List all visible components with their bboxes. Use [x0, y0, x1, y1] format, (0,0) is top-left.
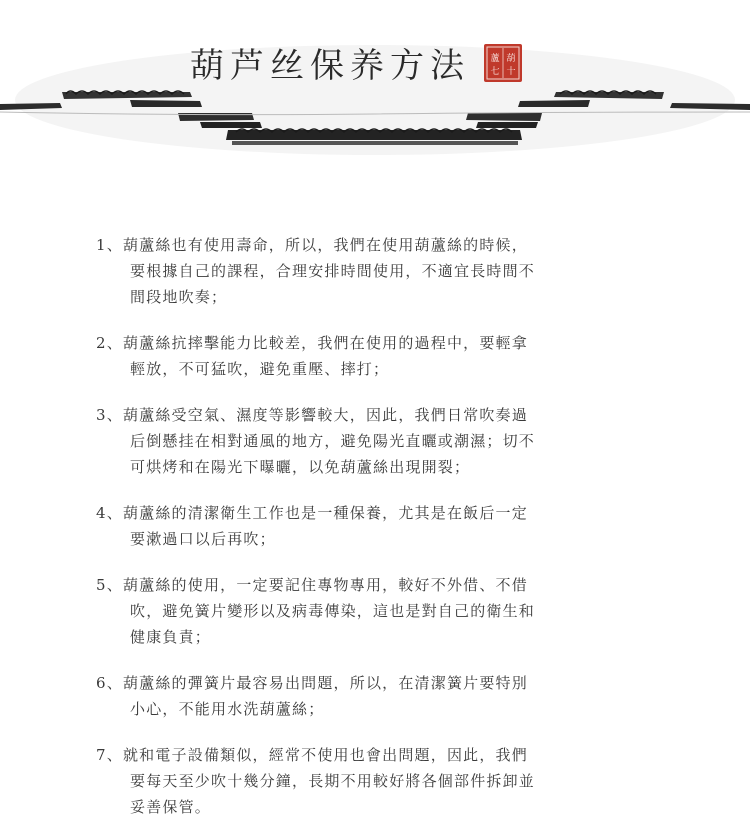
red-seal-stamp [483, 43, 523, 83]
item-number: 5、 [96, 576, 123, 594]
item-text: 葫蘆絲抗摔擊能力比較差，我們在使用的過程中，要輕拿 [122, 334, 528, 352]
list-item [96, 572, 656, 650]
item-text: 健康負責； [130, 628, 212, 646]
list-item [96, 232, 656, 310]
item-number: 3、 [96, 406, 123, 424]
list-item [96, 742, 656, 820]
svg-text:葫: 葫 [506, 54, 516, 64]
svg-text:蘆: 蘆 [490, 54, 500, 64]
page-title: 葫芦丝保养方法 [190, 46, 470, 86]
item-text: 吹，避免簧片變形以及病毒傳染，這也是對自己的衛生和 [130, 602, 536, 620]
item-text: 葫蘆絲的清潔衛生工作也是一種保養，尤其是在飯后一定 [122, 504, 528, 522]
item-text: 間段地吹奏； [130, 288, 228, 306]
item-text: 葫蘆絲受空氣、濕度等影響較大，因此，我們日常吹奏過 [122, 406, 528, 424]
header-banner [0, 0, 750, 165]
item-text: 輕放，不可猛吹，避免重壓、摔打； [130, 360, 390, 378]
list-item [96, 500, 656, 552]
item-number: 2、 [96, 334, 123, 352]
item-text: 要每天至少吹十幾分鐘，長期不用較好將各個部件拆卸並 [130, 772, 536, 790]
maintenance-tips-list [96, 232, 656, 840]
svg-text:七: 七 [490, 67, 500, 77]
item-number: 1、 [96, 236, 123, 254]
list-item [96, 670, 656, 722]
item-text: 可烘烤和在陽光下曝曬，以免葫蘆絲出現開裂； [130, 458, 471, 476]
item-text: 妥善保管。 [130, 798, 212, 816]
item-text: 要漱過口以后再吹； [130, 530, 276, 548]
list-item [96, 330, 656, 382]
item-text: 葫蘆絲的使用，一定要記住專物專用，較好不外借、不借 [122, 576, 528, 594]
item-text: 就和電子設備類似，經常不使用也會出問題，因此，我們 [122, 746, 528, 764]
item-text: 要根據自己的課程，合理安排時間使用，不適宜長時間不 [130, 262, 536, 280]
item-number: 6、 [96, 674, 123, 692]
item-text: 葫蘆絲的彈簧片最容易出問題，所以，在清潔簧片要特別 [122, 674, 528, 692]
list-item [96, 402, 656, 480]
item-text: 后倒懸挂在相對通風的地方，避免陽光直曬或潮濕；切不 [130, 432, 536, 450]
svg-text:十: 十 [506, 67, 516, 77]
item-text: 小心，不能用水洗葫蘆絲； [130, 700, 325, 718]
item-number: 4、 [96, 504, 123, 522]
item-number: 7、 [96, 746, 123, 764]
item-text: 葫蘆絲也有使用壽命，所以，我們在使用葫蘆絲的時候， [122, 236, 528, 254]
